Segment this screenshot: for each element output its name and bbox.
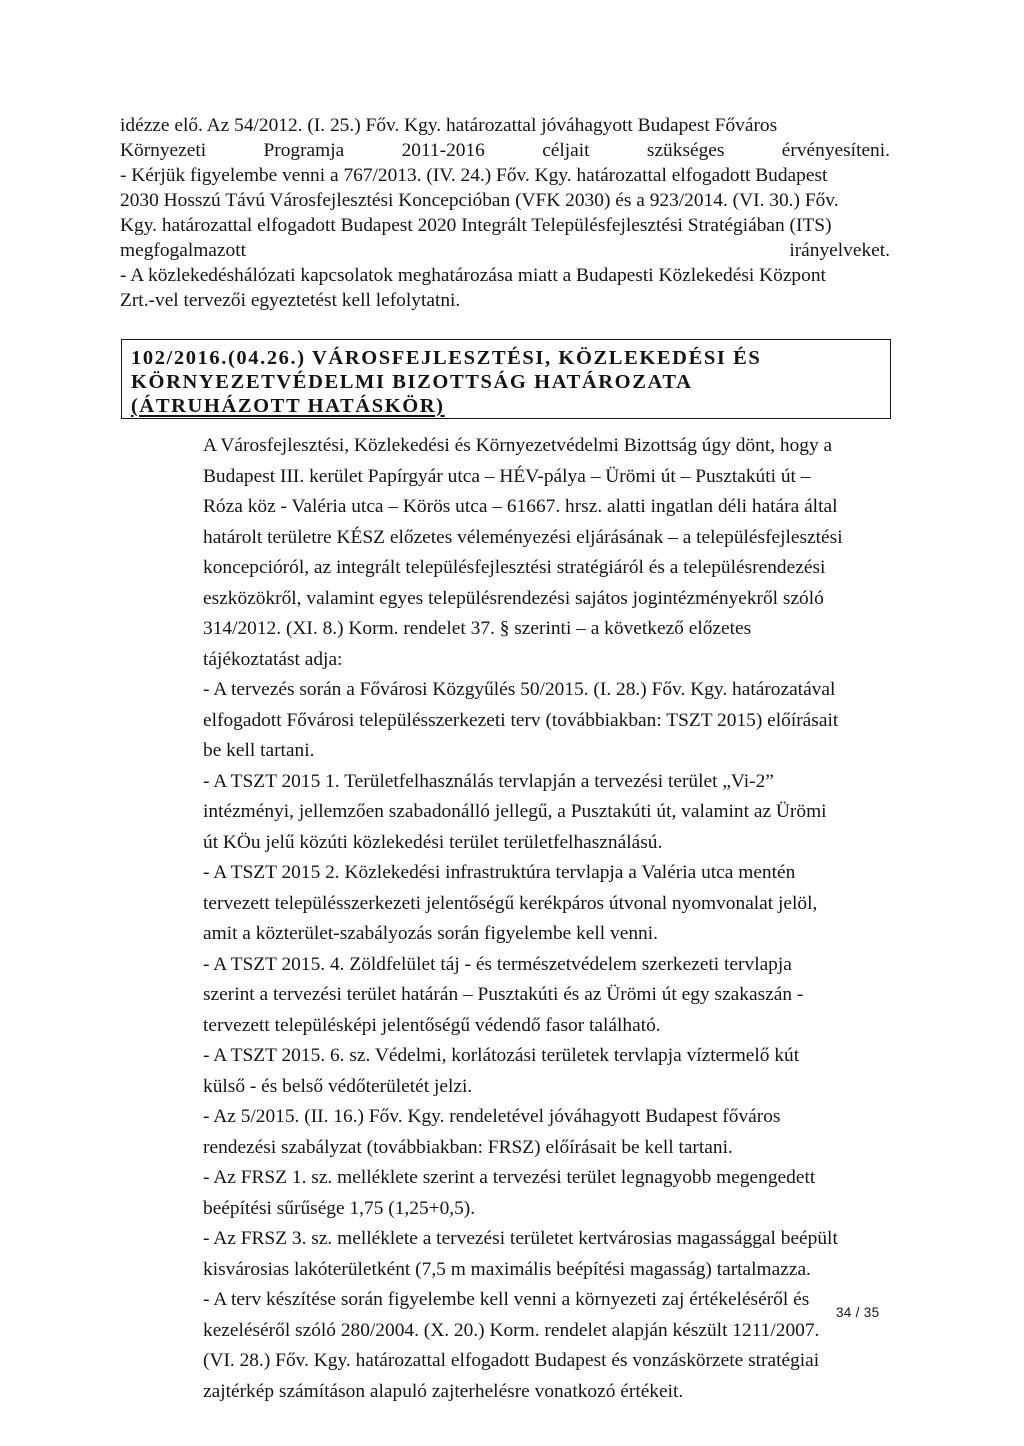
resolution-line: - A terv készítése során figyelembe kell venni a környezeti zaj értékeléséről és <box>203 1289 810 1310</box>
resolution-line: út KÖu jelű közúti közlekedési terület területfelhasználású. <box>203 831 663 853</box>
resolution-line: - A TSZT 2015. 6. sz. Védelmi, korlátozási területek tervlapja víztermelő kút <box>203 1045 800 1066</box>
resolution-line: - A tervezés során a Fővárosi Közgyűlés 50/2015. (I. 28.) Főv. Kgy. határozatával <box>203 679 836 700</box>
resolution-line: A Városfejlesztési, Közlekedési és Környezetvédelmi Bizottság úgy dönt, hogy a <box>203 435 833 456</box>
intro-line: 2030 Hosszú Távú Városfejlesztési Koncepcióban (VFK 2030) és a 923/2014. (VI. 30.) Főv. <box>120 190 839 211</box>
resolution-line: - A TSZT 2015. 4. Zöldfelület táj - és természetvédelem szerkezeti tervlapja <box>203 953 792 975</box>
resolution-line: rendezési szabályzat (továbbiakban: FRSZ) előírásait be kell tartani. <box>203 1136 733 1158</box>
page-number: 34 / 35 <box>836 1305 880 1320</box>
intro-line: - Kérjük figyelembe venni a 767/2013. (IV. 24.) Főv. Kgy. határozattal elfogadott Budapest <box>120 165 828 186</box>
resolution-line: tervezett településképi jelentőségű védendő fasor található. <box>203 1014 661 1036</box>
resolution-line: zajtérkép számításon alapuló zajterhelésre vonatkozó értékeit. <box>203 1380 684 1402</box>
resolution-line: (VI. 28.) Főv. Kgy. határozattal elfogadott Budapest és vonzáskörzete stratégiai <box>203 1350 820 1371</box>
resolution-line: szerint a tervezési terület határán – Pusztakúti és az Ürömi út egy szakaszán - <box>203 984 804 1005</box>
resolution-line: Budapest III. kerület Papírgyár utca – HÉV-pálya – Ürömi út – Pusztakúti út – <box>203 465 811 487</box>
resolution-line: Róza köz - Valéria utca – Körös utca – 61667. hrsz. alatti ingatlan déli határa által <box>203 496 838 517</box>
resolution-line: tájékoztatást adja: <box>203 648 343 670</box>
resolution-text <box>203 431 875 1407</box>
intro-line: Zrt.-vel tervezői egyeztetést kell lefolytatni. <box>120 290 461 311</box>
resolution-line: 314/2012. (XI. 8.) Korm. rendelet 37. § szerinti – a következő előzetes <box>203 618 752 639</box>
resolution-line: koncepcióról, az integrált településfejlesztési stratégiáról és a településrendezési <box>203 557 826 578</box>
intro-text <box>120 113 890 313</box>
resolution-line: kisvárosias lakóterületként (7,5 m maximális beépítési magasság) tartalmazza. <box>203 1258 811 1280</box>
resolution-line: - Az FRSZ 3. sz. melléklete a tervezési területet kertvárosias magassággal beépült <box>203 1228 838 1249</box>
heading-line: 102/2016.(04.26.) VÁROSFEJLESZTÉSI, KÖZLEKEDÉSI ÉS <box>131 347 762 369</box>
resolution-line: intézményi, jellemzően szabadonálló jellegű, a Pusztakúti út, valamint az Ürömi <box>203 801 827 822</box>
resolution-line: - A TSZT 2015 2. Közlekedési infrastruktúra tervlapja a Valéria utca mentén <box>203 862 796 883</box>
heading-line: KÖRNYEZETVÉDELMI BIZOTTSÁG HATÁROZATA <box>131 371 693 393</box>
intro-line: idézze elő. Az 54/2012. (I. 25.) Főv. Kgy. határozattal jóváhagyott Budapest Főváros <box>120 115 778 136</box>
resolution-line: be kell tartani. <box>203 740 315 761</box>
resolution-line: külső - és belső védőterületét jelzi. <box>203 1075 473 1097</box>
resolution-line: - A TSZT 2015 1. Területfelhasználás tervlapján a tervezési terület „Vi-2” <box>203 770 774 792</box>
intro-line: megfogalmazott irányelveket. <box>120 240 890 261</box>
resolution-line: határolt területre KÉSZ előzetes véleményezési eljárásának – a településfejlesztési <box>203 526 843 548</box>
resolution-line: - Az FRSZ 1. sz. melléklete szerint a tervezési terület legnagyobb megengedett <box>203 1167 816 1188</box>
resolution-line: eszközökről, valamint egyes településrendezési sajátos jogintézményekről szóló <box>203 587 824 609</box>
resolution-line: elfogadott Fővárosi településszerkezeti terv (továbbiakban: TSZT 2015) előírásait <box>203 709 839 731</box>
intro-line: Kgy. határozattal elfogadott Budapest 2020 Integrált Településfejlesztési Stratégiában (ITS) <box>120 215 832 236</box>
resolution-line: tervezett településszerkezeti jelentőségű kerékpáros útvonal nyomvonalat jelöl, <box>203 892 818 914</box>
resolution-line: kezeléséről szóló 280/2004. (X. 20.) Korm. rendelet alapján készült 1211/2007. <box>203 1319 820 1341</box>
resolution-line: - Az 5/2015. (II. 16.) Főv. Kgy. rendeletével jóváhagyott Budapest főváros <box>203 1106 781 1127</box>
intro-line: Környezeti Programja 2011-2016 céljait szükséges érvényesíteni. <box>120 140 890 161</box>
resolution-line: beépítési sűrűsége 1,75 (1,25+0,5). <box>203 1197 476 1219</box>
heading-line: (ÁTRUHÁZOTT HATÁSKÖR) <box>131 395 445 417</box>
intro-line: - A közlekedéshálózati kapcsolatok meghatározása miatt a Budapesti Közlekedési Központ <box>120 265 826 286</box>
resolution-line: amit a közterület-szabályozás során figyelembe kell venni. <box>203 923 658 944</box>
resolution-heading <box>131 346 761 418</box>
